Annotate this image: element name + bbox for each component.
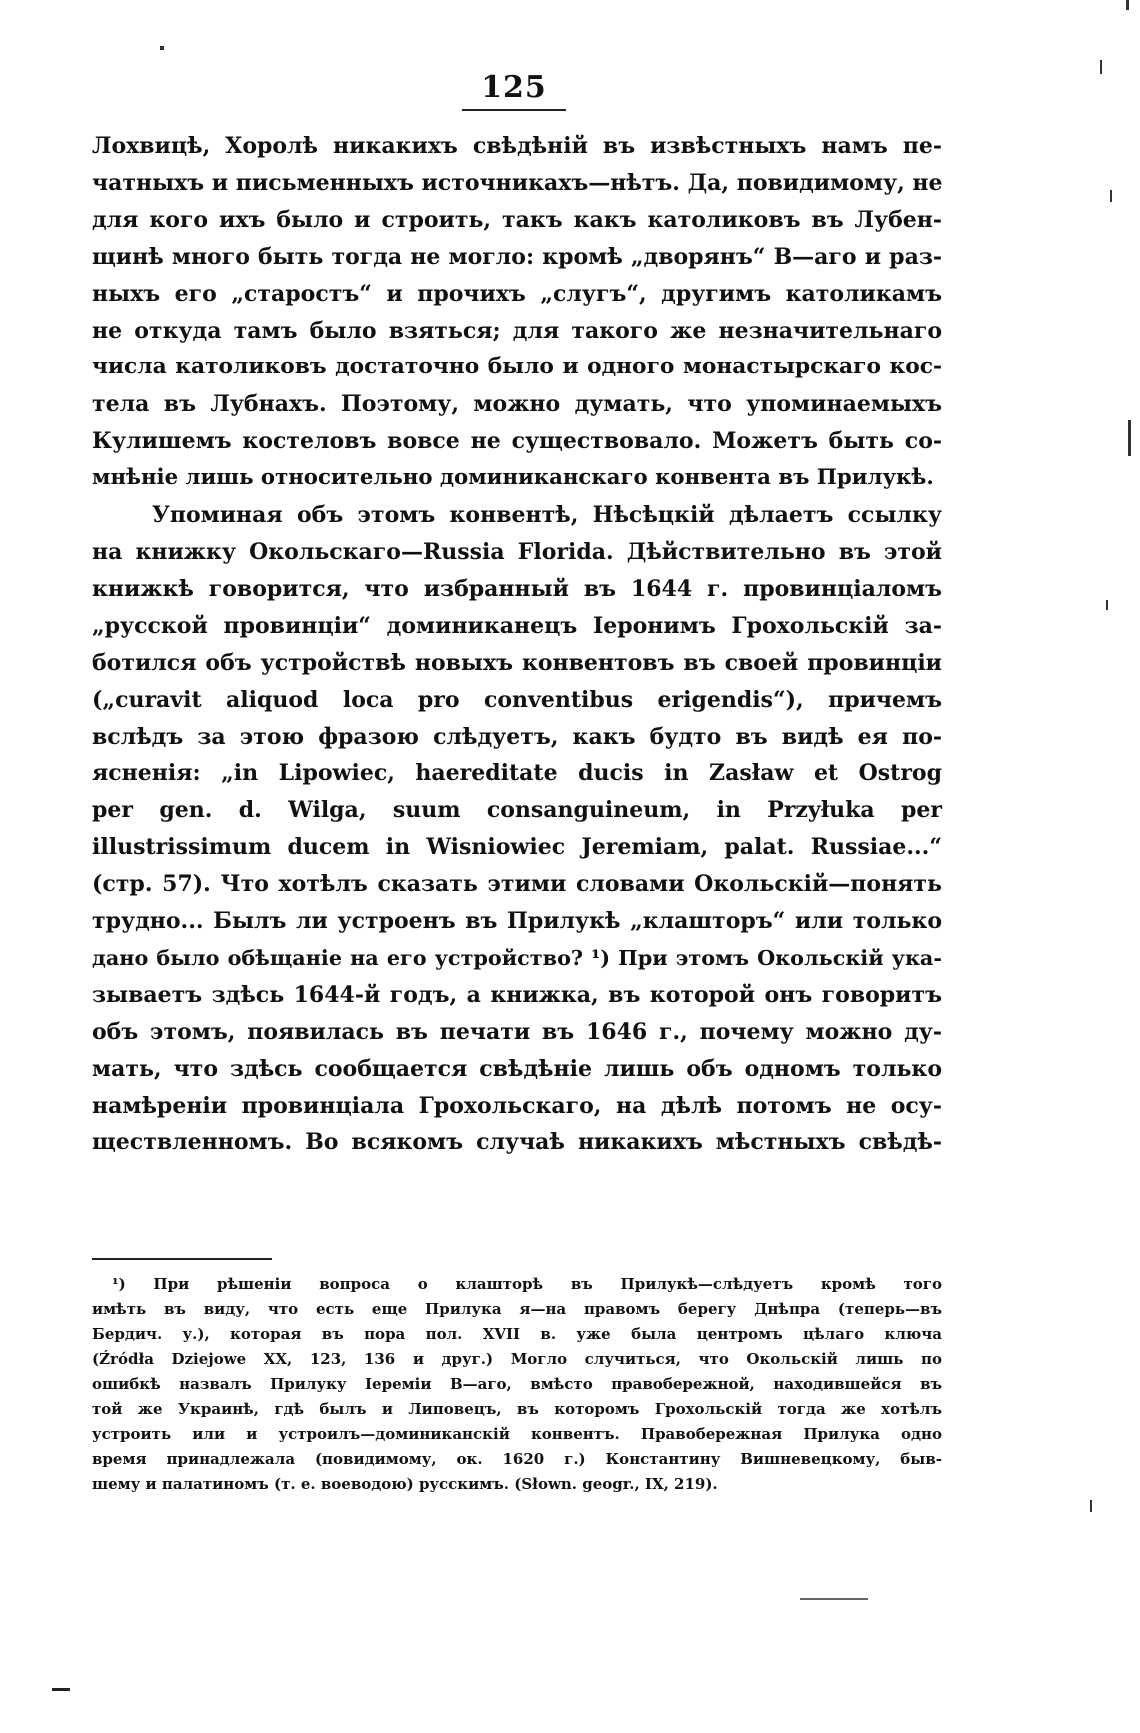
- main-text-line: ясненія: „in Lipowiec, haereditate ducis in Zasław et Ostrog: [92, 760, 942, 787]
- footnote-line: (Źródła Dziejowe XX, 123, 136 и друг.) Могло случиться, что Окольскій лишь по: [92, 1350, 942, 1368]
- footnote-line: шему и палатиномъ (т. е. воеводою) русскимъ. (Słown. geogr., IX, 219).: [92, 1475, 718, 1493]
- main-text-line: ныхъ его „старостъ“ и прочихъ „слугъ“, другимъ католикамъ: [92, 280, 942, 307]
- main-text-line: вслѣдъ за этою фразою слѣдуетъ, какъ будто въ видѣ ея по-: [92, 723, 942, 750]
- footnote-line: той же Украинѣ, гдѣ былъ и Липовецъ, въ которомъ Грохольскій тогда же хотѣлъ: [92, 1400, 942, 1418]
- main-text-line: объ этомъ, появилась въ печати въ 1646 г., почему можно ду-: [92, 1018, 942, 1045]
- main-text-line: тела въ Лубнахъ. Поэтому, можно думать, что упоминаемыхъ: [92, 391, 942, 418]
- main-text-line: для кого ихъ было и строить, такъ какъ католиковъ въ Лубен-: [92, 206, 942, 233]
- main-text-line: Кулишемъ костеловъ вовсе не существовало. Можетъ быть со-: [92, 428, 942, 455]
- main-text-block: [92, 128, 942, 1161]
- scan-edge-mark: [1128, 420, 1131, 456]
- page-number: 125: [481, 70, 547, 105]
- main-text-line: чатныхъ и письменныхъ источникахъ—нѣтъ. Да, повидимому, не: [92, 169, 943, 196]
- page-number-rule: [462, 109, 566, 111]
- main-text-line: ществленномъ. Во всякомъ случаѣ никакихъ мѣстныхъ свѣдѣ-: [92, 1129, 942, 1156]
- main-text-line: per gen. d. Wilga, suum consanguineum, in Przyłuka per: [92, 797, 942, 824]
- scan-edge-mark: [52, 1688, 70, 1691]
- footnotes-block: [92, 1272, 942, 1497]
- footnote-line: ошибкѣ назвалъ Прилуку Іереміи В—аго, вмѣсто правобережной, находившейся въ: [92, 1375, 942, 1393]
- main-text-line: зываетъ здѣсь 1644-й годъ, а книжка, въ которой онъ говоритъ: [92, 981, 942, 1008]
- main-text-line: щинѣ много быть тогда не могло: кромѣ „дворянъ“ В—аго и раз-: [92, 243, 942, 270]
- main-text-line: ботился объ устройствѣ новыхъ конвентовъ въ своей провинціи: [92, 649, 942, 676]
- footnote-rule: [92, 1258, 272, 1260]
- scan-edge-mark: [800, 1598, 868, 1600]
- footnote-line: ¹) При рѣшеніи вопроса о клашторѣ въ Прилукѣ—слѣдуетъ кромѣ того: [112, 1275, 942, 1293]
- main-text-line: не откуда тамъ было взяться; для такого же незначительнаго: [92, 317, 942, 344]
- main-text-line: „русской провинціи“ доминиканецъ Іеронимъ Грохольскій за-: [92, 612, 942, 639]
- main-text-line: (стр. 57). Что хотѣлъ сказать этими словами Окольскій—понять: [92, 871, 942, 898]
- scan-edge-mark: [1106, 600, 1108, 610]
- scan-edge-mark: [1126, 0, 1129, 10]
- main-text-line: мнѣніе лишь относительно доминиканскаго конвента въ Прилукѣ.: [92, 465, 934, 491]
- footnote-line: устроить или и устроилъ—доминиканскій конвентъ. Правобережная Прилука одно: [92, 1425, 942, 1443]
- footnote-line: Бердич. у.), которая въ пора пол. XVII в. уже была центромъ цѣлаго ключа: [92, 1325, 942, 1343]
- main-text-line: Упоминая объ этомъ конвентѣ, Нѣсѣцкій дѣлаетъ ссылку: [152, 502, 942, 529]
- main-text-line: намѣреніи провинціала Грохольскаго, на дѣлѣ потомъ не осу-: [92, 1092, 942, 1119]
- scan-edge-mark: [1110, 190, 1112, 202]
- scan-edge-mark: [1090, 1500, 1092, 1512]
- main-text-line: мать, что здѣсь сообщается свѣдѣніе лишь объ одномъ только: [92, 1055, 942, 1082]
- footnote-line: имѣть въ виду, что есть еще Прилука я—на правомъ берегу Днѣпра (теперь—въ: [92, 1300, 942, 1318]
- main-text-line: illustrissimum ducem in Wisniowiec Jeremiam, palat. Russiae...“: [92, 834, 942, 861]
- main-text-line: трудно... Былъ ли устроенъ въ Прилукѣ „клашторъ“ или только: [92, 908, 942, 935]
- main-text-line: дано было обѣщаніе на его устройство? ¹) При этомъ Окольскій ука-: [92, 945, 942, 970]
- scan-edge-mark: [1100, 60, 1102, 74]
- main-text-line: книжкѣ говорится, что избранный въ 1644 г. провинціаломъ: [92, 575, 942, 602]
- footnote-line: время принадлежала (повидимому, ок. 1620 г.) Константину Вишневецкому, быв-: [92, 1450, 942, 1468]
- main-text-line: на книжку Окольскаго—Russia Florida. Дѣйствительно въ этой: [92, 538, 942, 565]
- main-text-line: („curavit aliquod loca pro conventibus erigendis“), причемъ: [92, 686, 942, 713]
- scan-edge-mark: [160, 46, 164, 50]
- main-text-line: числа католиковъ достаточно было и одного монастырскаго кос-: [92, 354, 942, 380]
- main-text-line: Лохвицѣ, Хоролѣ никакихъ свѣдѣній въ извѣстныхъ намъ пе-: [92, 133, 942, 159]
